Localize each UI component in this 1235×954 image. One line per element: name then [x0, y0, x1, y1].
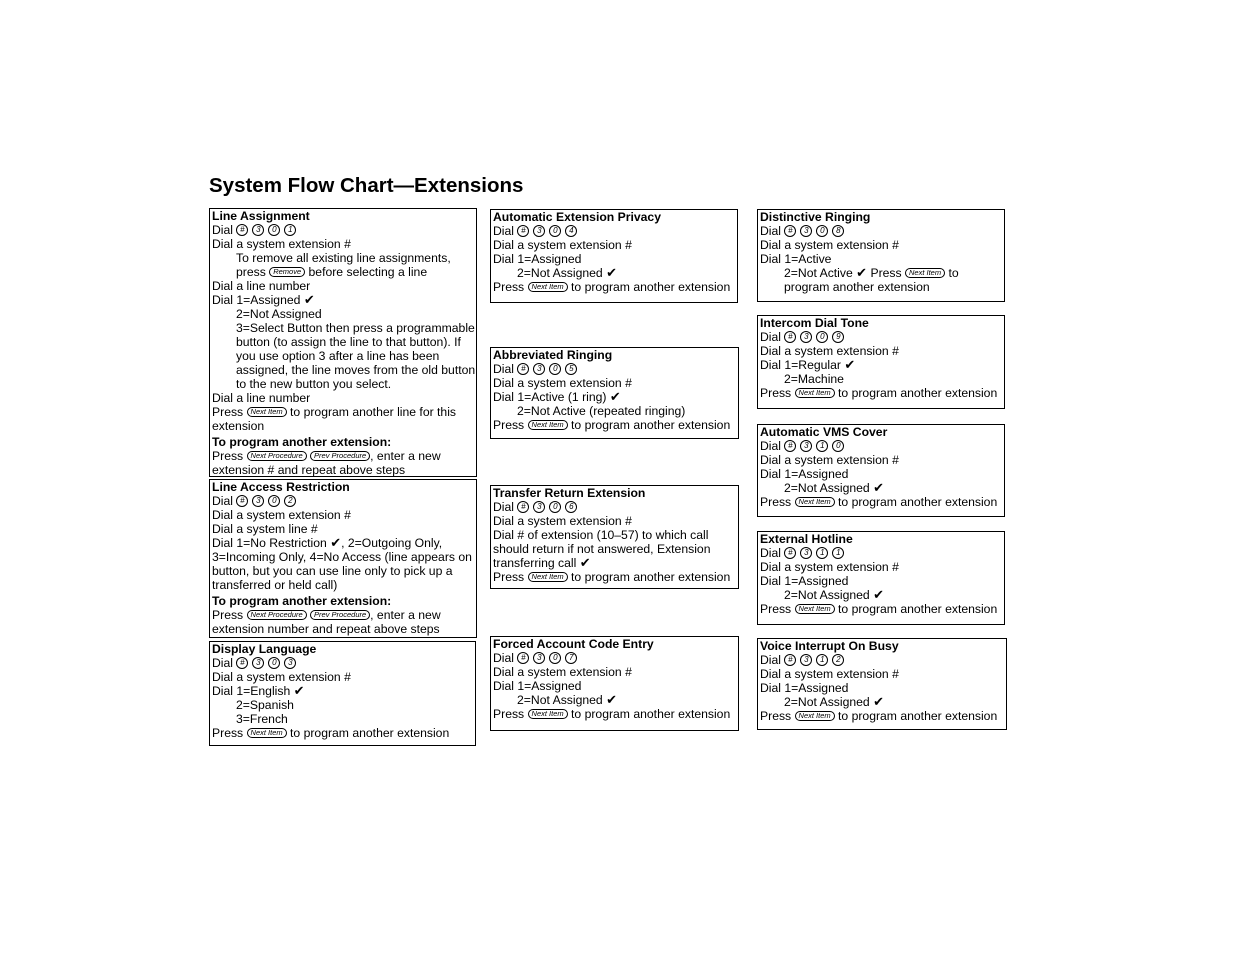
key-icon: #	[784, 654, 796, 666]
next-item-key-icon: Next Item	[795, 604, 835, 614]
dial-sequence: Dial # 3 1 0	[760, 439, 1004, 453]
key-icon: 3	[252, 657, 264, 669]
box-title: Forced Account Code Entry	[493, 637, 654, 651]
key-icon: #	[784, 547, 796, 559]
key-icon: 0	[816, 225, 828, 237]
step-text: Dial a system extension #	[493, 514, 632, 528]
option-text: 2=Spanish	[236, 698, 294, 712]
box-title: Line Assignment	[212, 209, 310, 223]
page-title: System Flow Chart—Extensions	[209, 174, 524, 197]
press-instruction: Press Next Item to program another extension	[493, 570, 731, 584]
remove-key-icon: Remove	[269, 267, 305, 277]
option-text: Dial 1=Assigned	[760, 681, 849, 695]
key-icon: #	[236, 224, 248, 236]
box-title: Intercom Dial Tone	[760, 316, 869, 330]
forced-account-code-box	[490, 636, 739, 731]
key-icon: #	[784, 331, 796, 343]
press-instruction: Press Next Item to program another extension	[760, 709, 998, 723]
option-text: Dial 1=English ✔	[212, 683, 305, 698]
option-text: 3=Select Button then press a programmable button (to assign the line to that button). If you use option 3 after a line has been assigned, the line moves from the old button to the new button you select.	[236, 321, 476, 391]
key-icon: 3	[800, 547, 812, 559]
display-language-box	[209, 641, 476, 746]
next-item-key-icon: Next Item	[905, 268, 945, 278]
prev-procedure-key-icon: Prev Procedure	[310, 451, 370, 461]
step-text: Dial a line number	[212, 391, 311, 405]
next-item-key-icon: Next Item	[795, 388, 835, 398]
press-instruction: Press Next Procedure Prev Procedure , enter a new extension number and repeat above steps	[212, 608, 441, 636]
option-text: Dial 1=Active (1 ring) ✔	[493, 389, 621, 404]
box-title: Voice Interrupt On Busy	[760, 639, 899, 653]
option-text: 2=Not Assigned ✔	[784, 694, 885, 709]
key-icon: 0	[549, 501, 561, 513]
key-icon: 2	[832, 654, 844, 666]
key-icon: #	[236, 495, 248, 507]
key-icon: 3	[284, 657, 296, 669]
default-check-icon: ✔	[873, 587, 885, 602]
key-icon: #	[517, 225, 529, 237]
next-procedure-key-icon: Next Procedure	[247, 451, 307, 461]
dial-sequence: Dial # 3 1 1	[760, 546, 1004, 560]
step-text: Dial a system extension #	[493, 376, 632, 390]
step-text: Dial a system extension #	[760, 667, 899, 681]
distinctive-ringing-box	[757, 209, 1005, 302]
option-text: 2=Not Assigned ✔	[517, 692, 618, 707]
option-text: 2=Not Active (repeated ringing)	[517, 404, 686, 418]
key-icon: 3	[533, 363, 545, 375]
line-assignment-box	[209, 208, 477, 477]
default-check-icon: ✔	[606, 265, 618, 280]
next-item-key-icon: Next Item	[528, 420, 568, 430]
key-icon: 0	[268, 224, 280, 236]
dial-sequence: Dial # 3 0 9	[760, 330, 1004, 344]
dial-sequence: Dial # 3 0 4	[493, 224, 737, 238]
step-text: Dial a system extension #	[493, 238, 632, 252]
key-icon: 6	[565, 501, 577, 513]
key-icon: 3	[800, 331, 812, 343]
option-text: 2=Not Assigned	[236, 307, 322, 321]
key-icon: 9	[832, 331, 844, 343]
default-check-icon: ✔	[606, 692, 618, 707]
press-instruction: Press Next Item to program another extension	[212, 726, 450, 740]
dial-sequence: Dial # 3 1 2	[760, 653, 1006, 667]
next-item-key-icon: Next Item	[795, 711, 835, 721]
step-text: Dial a system extension #	[760, 238, 899, 252]
default-check-icon: ✔	[293, 683, 305, 698]
key-icon: 0	[832, 440, 844, 452]
key-icon: 3	[800, 654, 812, 666]
step-text: Dial a line number	[212, 279, 311, 293]
key-icon: 0	[268, 657, 280, 669]
section-subheading: To program another extension:	[212, 435, 392, 449]
box-title: Line Access Restriction	[212, 480, 350, 494]
intercom-dial-tone-box	[757, 315, 1005, 409]
step-text: Dial a system extension #	[212, 508, 351, 522]
option-text: Dial 1=Assigned	[493, 252, 582, 266]
key-icon: 7	[565, 652, 577, 664]
option-text: 3=French	[236, 712, 288, 726]
key-icon: 3	[252, 495, 264, 507]
key-icon: 0	[816, 331, 828, 343]
dial-sequence: Dial # 3 0 1	[212, 223, 476, 237]
default-check-icon: ✔	[303, 292, 315, 307]
default-check-icon: ✔	[856, 265, 868, 280]
key-icon: 1	[816, 440, 828, 452]
option-text: Dial 1=Regular ✔	[760, 357, 856, 372]
press-instruction: Press Next Item to program another extension	[760, 386, 998, 400]
dial-sequence: Dial # 3 0 8	[760, 224, 1004, 238]
option-text: 2=Not Assigned ✔	[784, 480, 885, 495]
prev-procedure-key-icon: Prev Procedure	[310, 610, 370, 620]
remove-note: To remove all existing line assignments, press Remove before selecting a line	[236, 251, 451, 279]
dial-sequence: Dial # 3 0 6	[493, 500, 738, 514]
key-icon: 8	[832, 225, 844, 237]
default-check-icon: ✔	[873, 694, 885, 709]
box-title: Distinctive Ringing	[760, 210, 871, 224]
dial-sequence: Dial # 3 0 7	[493, 651, 738, 665]
dial-sequence: Dial # 3 0 2	[212, 494, 476, 508]
box-title: Automatic Extension Privacy	[493, 210, 661, 224]
next-procedure-key-icon: Next Procedure	[247, 610, 307, 620]
press-instruction: Press Next Procedure Prev Procedure , enter a new extension # and repeat above steps	[212, 449, 441, 477]
key-icon: 1	[832, 547, 844, 559]
default-check-icon: ✔	[844, 357, 856, 372]
option-text: 2=Not Active ✔ Press Next Item to program another extension	[784, 265, 959, 294]
next-item-key-icon: Next Item	[247, 728, 287, 738]
key-icon: 1	[816, 547, 828, 559]
step-text: Dial a system extension #	[760, 453, 899, 467]
key-icon: #	[236, 657, 248, 669]
default-check-icon: ✔	[873, 480, 885, 495]
key-icon: 3	[533, 225, 545, 237]
key-icon: 1	[816, 654, 828, 666]
key-icon: #	[517, 652, 529, 664]
box-title: Transfer Return Extension	[493, 486, 646, 500]
box-title: Abbreviated Ringing	[493, 348, 613, 362]
dial-sequence: Dial # 3 0 5	[493, 362, 738, 376]
auto-vms-cover-box	[757, 424, 1005, 517]
abbreviated-ringing-box	[490, 347, 739, 439]
key-icon: 3	[533, 501, 545, 513]
press-instruction: Press Next Item to program another extension	[760, 602, 998, 616]
option-text: Dial 1=Assigned ✔	[212, 292, 315, 307]
option-text: 2=Not Assigned ✔	[517, 265, 618, 280]
press-instruction: Press Next Item to program another extension	[493, 280, 731, 294]
dial-sequence: Dial # 3 0 3	[212, 656, 475, 670]
default-check-icon: ✔	[609, 389, 621, 404]
key-icon: #	[517, 363, 529, 375]
key-icon: #	[784, 440, 796, 452]
key-icon: 0	[268, 495, 280, 507]
option-text: Dial 1=Assigned	[760, 467, 849, 481]
key-icon: 0	[549, 652, 561, 664]
transfer-return-extension-box	[490, 485, 739, 589]
key-icon: 5	[565, 363, 577, 375]
key-icon: 3	[533, 652, 545, 664]
step-text: Dial a system extension #	[493, 665, 632, 679]
option-text: 2=Machine	[784, 372, 844, 386]
key-icon: 0	[549, 363, 561, 375]
section-subheading: To program another extension:	[212, 594, 392, 608]
option-text: Dial 1=Assigned	[493, 679, 582, 693]
next-item-key-icon: Next Item	[528, 282, 568, 292]
option-text: Dial 1=Assigned	[760, 574, 849, 588]
key-icon: 3	[800, 440, 812, 452]
option-text: Dial # of extension (10–57) to which call should return if not answered, Extension transferring call ✔	[493, 528, 711, 570]
auto-extension-privacy-box	[490, 209, 738, 303]
default-check-icon: ✔	[330, 535, 342, 550]
key-icon: #	[784, 225, 796, 237]
step-text: Dial a system extension #	[760, 560, 899, 574]
key-icon: 3	[252, 224, 264, 236]
press-instruction: Press Next Item to program another extension	[760, 495, 998, 509]
press-instruction: Press Next Item to program another line for this extension	[212, 405, 457, 433]
default-check-icon: ✔	[579, 555, 591, 570]
next-item-key-icon: Next Item	[247, 407, 287, 417]
external-hotline-box	[757, 531, 1005, 625]
box-title: Display Language	[212, 642, 317, 656]
press-instruction: Press Next Item to program another extension	[493, 707, 731, 721]
box-title: Automatic VMS Cover	[760, 425, 888, 439]
option-text: Dial 1=Active	[760, 252, 832, 266]
option-text: Dial 1=No Restriction ✔, 2=Outgoing Only, 3=Incoming Only, 4=No Access (line appears on button, but you can use line only to pick up a transferred or held call)	[212, 535, 472, 592]
key-icon: 4	[565, 225, 577, 237]
step-text: Dial a system line #	[212, 522, 318, 536]
box-title: External Hotline	[760, 532, 853, 546]
option-text: 2=Not Assigned ✔	[784, 587, 885, 602]
key-icon: 2	[284, 495, 296, 507]
next-item-key-icon: Next Item	[528, 709, 568, 719]
line-access-restriction-box	[209, 479, 477, 638]
key-icon: 0	[549, 225, 561, 237]
press-instruction: Press Next Item to program another extension	[493, 418, 731, 432]
key-icon: 1	[284, 224, 296, 236]
next-item-key-icon: Next Item	[528, 572, 568, 582]
voice-interrupt-box	[757, 638, 1007, 730]
key-icon: 3	[800, 225, 812, 237]
next-item-key-icon: Next Item	[795, 497, 835, 507]
step-text: Dial a system extension #	[760, 344, 899, 358]
key-icon: #	[517, 501, 529, 513]
step-text: Dial a system extension #	[212, 670, 351, 684]
step-text: Dial a system extension #	[212, 237, 351, 251]
